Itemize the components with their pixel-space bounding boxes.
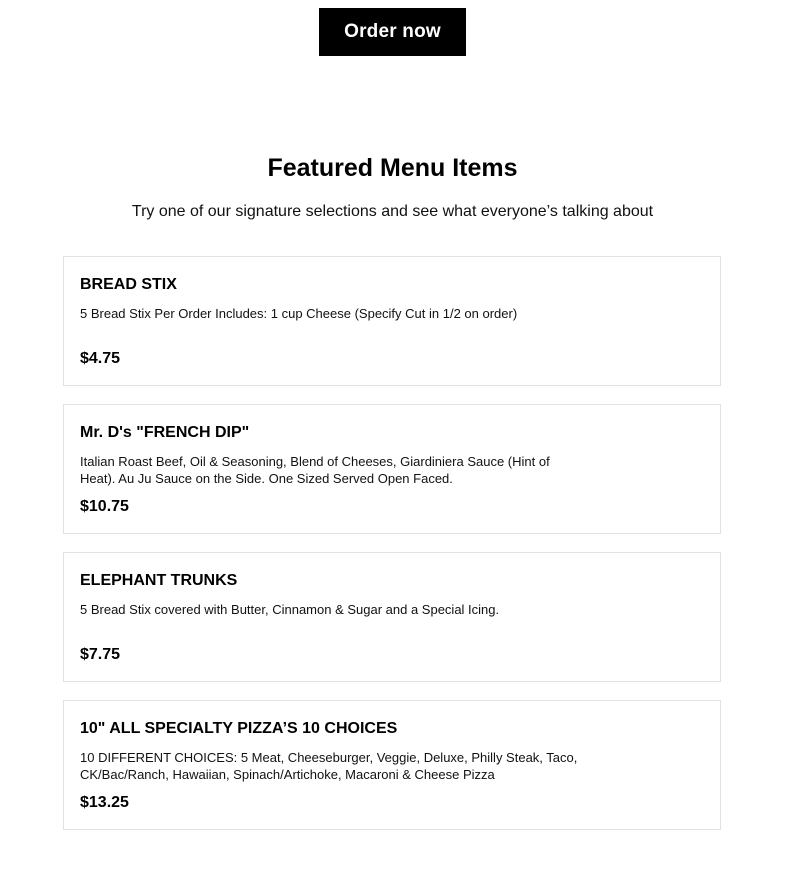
menu-item-description: 5 Bread Stix covered with Butter, Cinnamon & Sugar and a Special Icing. xyxy=(80,602,500,617)
menu-item-card-elephant-trunks[interactable] xyxy=(63,552,721,682)
menu-item-price: $7.75 xyxy=(80,646,121,663)
menu-item-description: 10 DIFFERENT CHOICES: 5 Meat, Cheeseburger, Veggie, Deluxe, Philly Steak, Taco, CK/Bac/Ranch, Hawaiian, Spinach/Artichoke, Macaroni & Cheese Pizza xyxy=(80,750,578,782)
menu-item-name: ELEPHANT TRUNKS xyxy=(80,572,238,589)
menu-item-card-bread-stix[interactable] xyxy=(63,256,721,386)
menu-item-card-french-dip[interactable] xyxy=(63,404,721,534)
menu-item-name: BREAD STIX xyxy=(80,276,177,293)
section-title: Featured Menu Items xyxy=(267,154,518,182)
order-now-button[interactable]: Order now xyxy=(319,8,466,56)
menu-item-card-specialty-pizza[interactable] xyxy=(63,700,721,830)
menu-item-price: $10.75 xyxy=(80,498,129,515)
menu-item-price: $4.75 xyxy=(80,350,121,367)
menu-item-description: Italian Roast Beef, Oil & Seasoning, Blend of Cheeses, Giardiniera Sauce (Hint of Heat). Au Ju Sauce on the Side. One Sized Served Open Faced. xyxy=(80,454,550,486)
menu-item-name: Mr. D's "FRENCH DIP" xyxy=(80,424,250,441)
menu-item-description: 5 Bread Stix Per Order Includes: 1 cup Cheese (Specify Cut in 1/2 on order) xyxy=(80,306,518,321)
menu-item-price: $13.25 xyxy=(80,794,129,811)
menu-item-name: 10" ALL SPECIALTY PIZZA’S 10 CHOICES xyxy=(80,720,398,737)
section-subtitle: Try one of our signature selections and see what everyone’s talking about xyxy=(131,203,654,220)
